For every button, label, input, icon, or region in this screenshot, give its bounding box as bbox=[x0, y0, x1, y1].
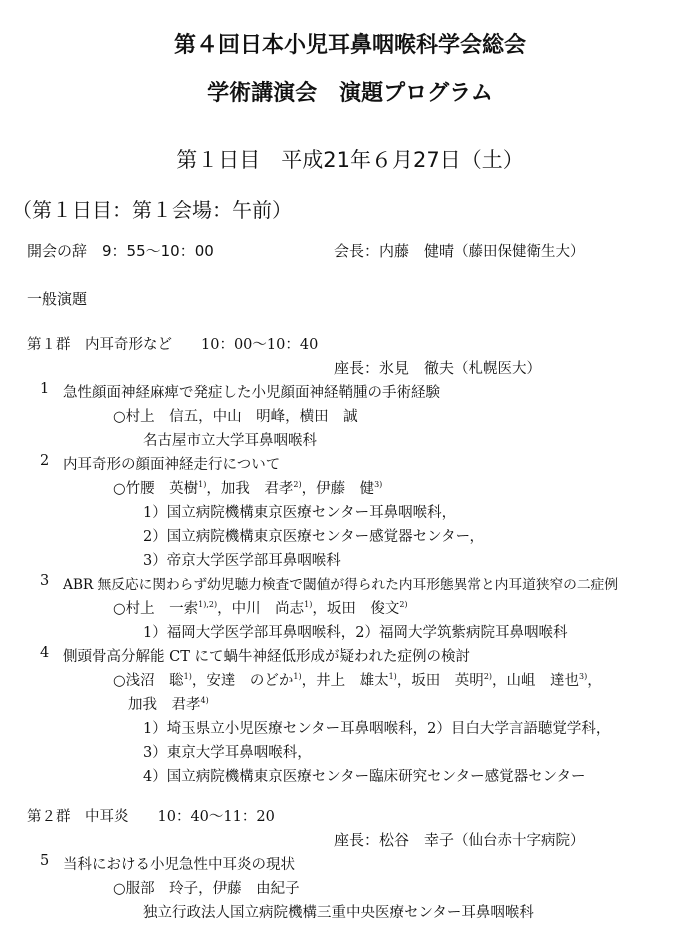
affiliation-marker: 2) bbox=[399, 600, 408, 609]
presentation-authors: ○服部 玲子，伊藤 由紀子 bbox=[113, 881, 300, 897]
presentation-affiliation: 2）国立病院機構東京医療センター感覚器センター， bbox=[143, 529, 484, 545]
group-chair bbox=[334, 357, 541, 378]
presentation-title: 側頭骨高分解能 CT にて蝸牛神経低形成が疑われた症例の検討 bbox=[63, 649, 470, 665]
group-header: 第１群 内耳奇形など 10：00～10：40 bbox=[27, 337, 319, 353]
presentation-affiliation: 3）帝京大学医学部耳鼻咽喉科 bbox=[143, 553, 341, 569]
author-name: ，坂田 俊文 bbox=[312, 601, 400, 617]
affiliation-marker: 2) bbox=[293, 480, 302, 489]
presentation-authors bbox=[113, 597, 408, 618]
presentation-affiliation: 名古屋市立大学耳鼻咽喉科 bbox=[143, 433, 317, 449]
presentation-authors bbox=[113, 477, 382, 498]
chair-affiliation: （藤田保健衛生大） bbox=[454, 244, 585, 260]
author-name: ，中川 尚志 bbox=[217, 601, 305, 617]
author-name: ，加我 君孝 bbox=[206, 481, 294, 497]
chair-affiliation: （札幌医大） bbox=[454, 361, 542, 377]
affiliation-marker: 2) bbox=[483, 672, 493, 681]
group-header: 第２群 中耳炎 10：40～11：20 bbox=[27, 809, 275, 825]
opening-chair bbox=[334, 240, 585, 261]
author-name: ○浅沼 聡 bbox=[113, 673, 184, 689]
presentation-affiliation: 1）国立病院機構東京医療センター耳鼻咽喉科， bbox=[143, 505, 457, 521]
author-name: ，伊藤 健 bbox=[301, 481, 375, 497]
presentation-title: 急性顔面神経麻痺で発症した小児顔面神経鞘腫の手術経験 bbox=[63, 385, 440, 401]
presentation-number: 5 bbox=[40, 853, 50, 869]
session-heading: （第１日目：第１会場：午前） bbox=[12, 198, 292, 222]
author-name: ，坂田 英明 bbox=[396, 673, 484, 689]
author-name: ○竹腰 英樹 bbox=[113, 481, 199, 497]
presentation-number: 1 bbox=[40, 381, 50, 397]
chair-label: 会長：内藤 健晴 bbox=[334, 242, 455, 260]
chair-affiliation: （仙台赤十字病院） bbox=[454, 833, 585, 849]
presentation-authors bbox=[128, 693, 209, 714]
author-name: ，山岨 達也 bbox=[492, 673, 580, 689]
affiliation-marker: 1) bbox=[293, 672, 302, 681]
presentation-affiliation: 3）東京大学耳鼻咽喉科， bbox=[143, 745, 312, 761]
presentation-number: 2 bbox=[40, 453, 50, 469]
presentation-affiliation: 1）埼玉県立小児医療センター耳鼻咽喉科，2）目白大学言語聴覚学科， bbox=[143, 721, 611, 737]
affiliation-marker: 1) bbox=[198, 480, 207, 489]
presentation-authors: ○村上 信五，中山 明峰，横田 誠 bbox=[113, 409, 358, 425]
author-separator: ， bbox=[587, 673, 602, 689]
author-name: 加我 君孝 bbox=[128, 697, 201, 713]
presentation-number: 3 bbox=[40, 573, 50, 589]
presentation-affiliation: 1）福岡大学医学部耳鼻咽喉科，2）福岡大学筑紫病院耳鼻咽喉科 bbox=[143, 625, 568, 641]
day-heading: 第１日目 平成21年６月27日（土） bbox=[176, 148, 524, 172]
opening-remarks: 開会の辞 9：55～10：00 bbox=[27, 242, 214, 260]
general-heading: 一般演題 bbox=[27, 290, 88, 308]
author-name: ○村上 一索 bbox=[113, 601, 199, 617]
presentation-title: 当科における小児急性中耳炎の現状 bbox=[63, 857, 295, 873]
affiliation-marker: 1) bbox=[388, 672, 397, 681]
page-title: 第４回日本小児耳鼻咽喉科学会総会 bbox=[173, 33, 526, 58]
presentation-title: 内耳奇形の顔面神経走行について bbox=[63, 457, 281, 473]
group-chair bbox=[334, 829, 585, 850]
presentation-affiliation: 4）国立病院機構東京医療センター臨床研究センター感覚器センター bbox=[143, 769, 586, 785]
presentation-number: 4 bbox=[40, 645, 50, 661]
presentation-title: ABR 無反応に関わらず幼児聴力検査で閾値が得られた内耳形態異常と内耳道狭窄の二症例 bbox=[63, 577, 618, 593]
page-subtitle: 学術講演会 演題プログラム bbox=[207, 81, 493, 106]
affiliation-marker: 3) bbox=[579, 672, 588, 681]
presentation-authors bbox=[113, 669, 602, 690]
chair-label: 座長：氷見 徹夫 bbox=[334, 359, 455, 377]
affiliation-marker: 1) bbox=[304, 600, 313, 609]
author-name: ，井上 雄太 bbox=[301, 673, 389, 689]
affiliation-marker: 3) bbox=[374, 480, 383, 489]
affiliation-marker: 1) bbox=[183, 672, 192, 681]
affiliation-marker: 4) bbox=[200, 696, 209, 705]
presentation-affiliation: 独立行政法人国立病院機構三重中央医療センター耳鼻咽喉科 bbox=[143, 905, 534, 921]
chair-label: 座長：松谷 幸子 bbox=[334, 831, 455, 849]
affiliation-marker: 1),2) bbox=[198, 600, 218, 609]
author-name: ，安達 のどか bbox=[191, 673, 294, 689]
